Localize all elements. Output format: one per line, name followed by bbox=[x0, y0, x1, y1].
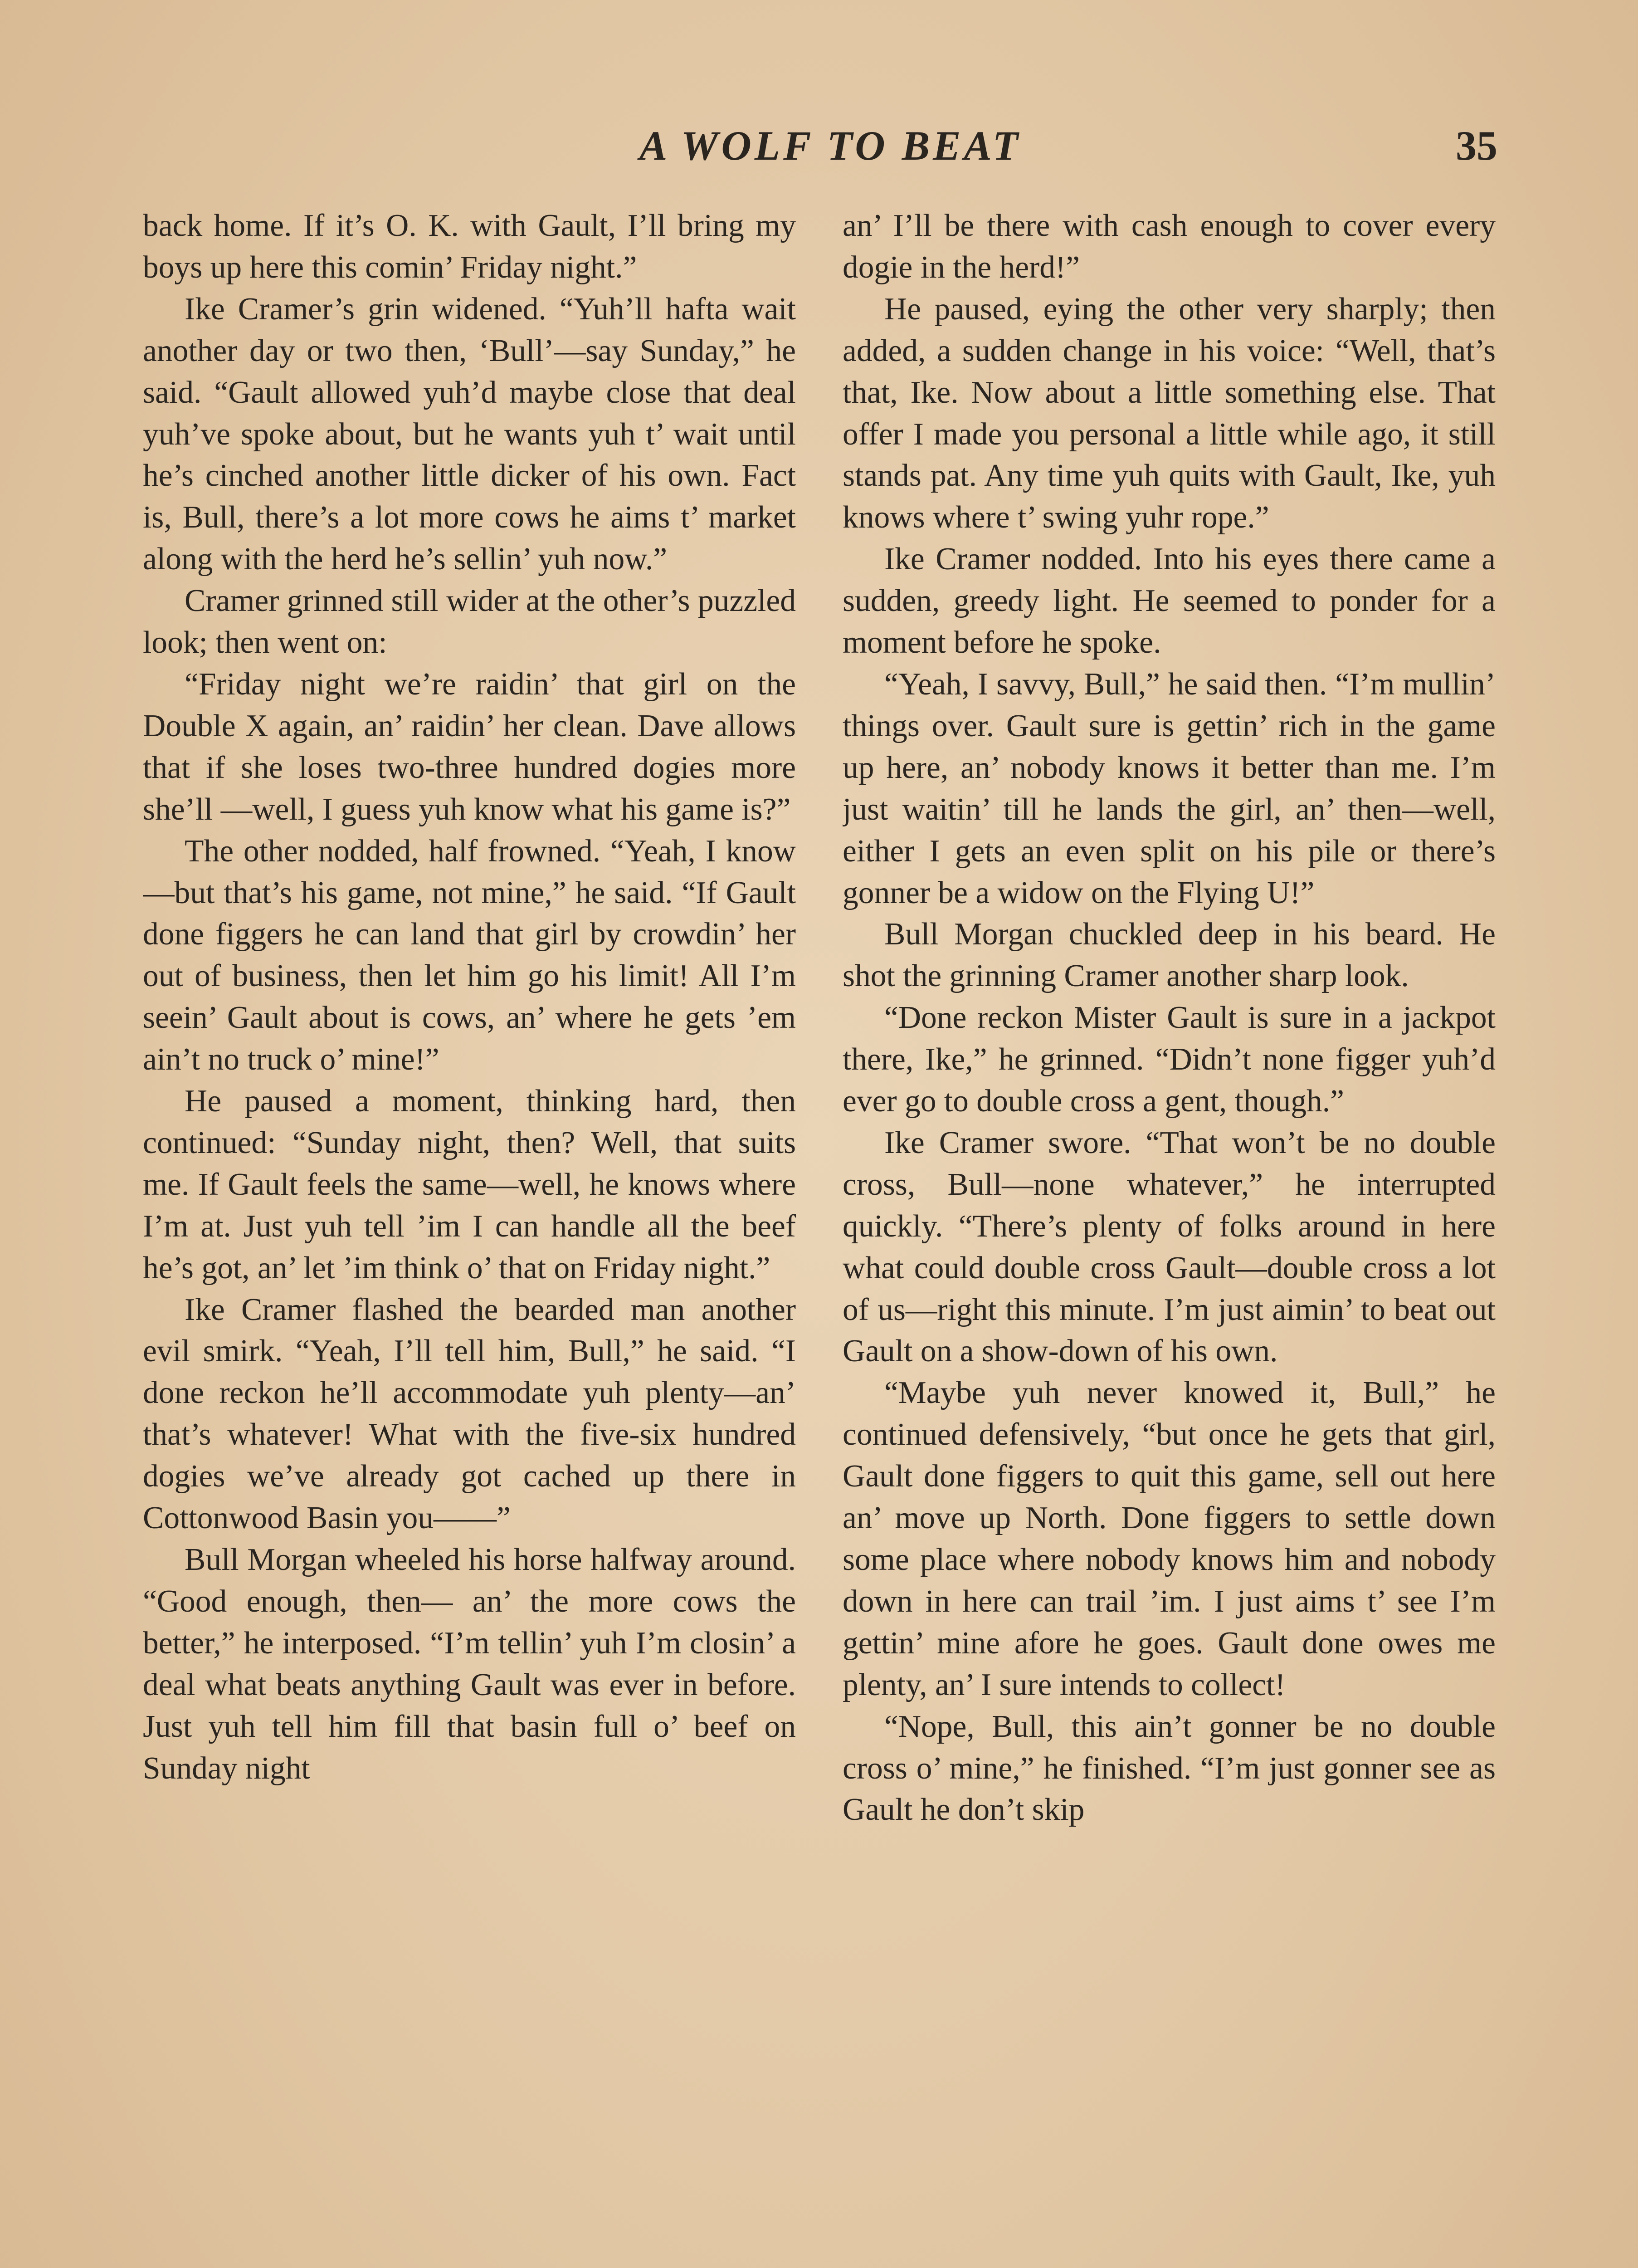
paragraph: Cramer grinned still wider at the other’s puzzled look; then went on: bbox=[143, 583, 796, 660]
paragraph: “Nope, Bull, this ain’t gonner be no double cross o’ mine,” he finished. “I’m just gonner see as Gault he don’t skip bbox=[843, 1709, 1496, 1828]
right-text-column bbox=[843, 205, 1496, 2268]
paragraph: Ike Cramer nodded. Into his eyes there came a sudden, greedy light. He seemed to ponder for a moment before he spoke. bbox=[843, 542, 1496, 660]
paragraph: “Done reckon Mister Gault is sure in a jackpot there, Ike,” he grinned. “Didn’t none figger yuh’d ever go to double cross a gent, though.” bbox=[843, 1000, 1496, 1119]
page-number: 35 bbox=[1456, 122, 1497, 169]
paragraph: “Maybe yuh never knowed it, Bull,” he continued defensively, “but once he gets that girl, Gault done figgers to quit this game, sell out here an’ move up North. Done figgers to settle down some place where nobody knows him and nobody down in here can trail ’im. I just aims t’ see I’m gettin’ mine afore he goes. Gault done owes me plenty, an’ I sure intends to collect! bbox=[843, 1375, 1496, 1702]
paragraph: He paused, eying the other very sharply; then added, a sudden change in his voice: “Well, that’s that, Ike. Now about a little something else. That offer I made you personal a little while ago, it still stands pat. Any time yuh quits with Gault, Ike, yuh knows where t’ swing yuhr rope.” bbox=[843, 291, 1496, 535]
paragraph: Ike Cramer flashed the bearded man another evil smirk. “Yeah, I’ll tell him, Bull,” he said. “I done reckon he’ll accommodate yuh plenty—an’ that’s whatever! What with the five-six hundred dogies we’ve already got cached up there in Cottonwood Basin you——” bbox=[143, 1292, 796, 1536]
paragraph: back home. If it’s O. K. with Gault, I’ll bring my boys up here this comin’ Friday night.” bbox=[143, 208, 796, 285]
paragraph: Bull Morgan chuckled deep in his beard. He shot the grinning Cramer another sharp look. bbox=[843, 917, 1496, 994]
paragraph: He paused a moment, thinking hard, then continued: “Sunday night, then? Well, that suits me. If Gault feels the same—well, he knows where I’m at. Just yuh tell ’im I can handle all the beef he’s got, an’ let ’im think o’ that on Friday night.” bbox=[143, 1084, 796, 1286]
paragraph: The other nodded, half frowned. “Yeah, I know—but that’s his game, not mine,” he said. “If Gault done figgers he can land that girl by crowdin’ her out of business, then let him go his limit! All I’m seein’ Gault about is cows, an’ where he gets ’em ain’t no truck o’ mine!” bbox=[143, 833, 796, 1077]
paragraph: Ike Cramer’s grin widened. “Yuh’ll hafta wait another day or two then, ‘Bull’—say Sunday,” he said. “Gault allowed yuh’d maybe close that deal yuh’ve spoke about, but he wants yuh t’ wait until he’s cinched another little dicker of his own. Fact is, Bull, there’s a lot more cows he aims t’ market along with the herd he’s sellin’ yuh now.” bbox=[143, 291, 796, 577]
paragraph: “Yeah, I savvy, Bull,” he said then. “I’m mullin’ things over. Gault sure is gettin’ rich in the game up here, an’ nobody knows it better than me. I’m just waitin’ till he lands the girl, an’ then—well, either I gets an even split on his pile or there’s gonner be a widow on the Flying U!” bbox=[843, 666, 1496, 910]
left-text-column bbox=[143, 205, 796, 2268]
paragraph: an’ I’ll be there with cash enough to cover every dogie in the herd!” bbox=[843, 208, 1496, 285]
running-title: A WOLF TO BEAT bbox=[639, 122, 1021, 169]
paragraph: Bull Morgan wheeled his horse halfway around. “Good enough, then— an’ the more cows the better,” he interposed. “I’m tellin’ yuh I’m closin’ a deal what beats anything Gault was ever in before. Just yuh tell him fill that basin full o’ beef on Sunday night bbox=[143, 1542, 796, 1786]
paragraph: “Friday night we’re raidin’ that girl on the Double X again, an’ raidin’ her clean. Dave allows that if she loses two-three hundred dogies more she’ll —well, I guess yuh know what his game is?” bbox=[143, 666, 796, 827]
paragraph: Ike Cramer swore. “That won’t be no double cross, Bull—none whatever,” he interrupted quickly. “There’s plenty of folks around in here what could double cross Gault—double cross a lot of us—right this minute. I’m just aimin’ to beat out Gault on a show-down of his own. bbox=[843, 1125, 1496, 1369]
page-header bbox=[0, 122, 1638, 185]
